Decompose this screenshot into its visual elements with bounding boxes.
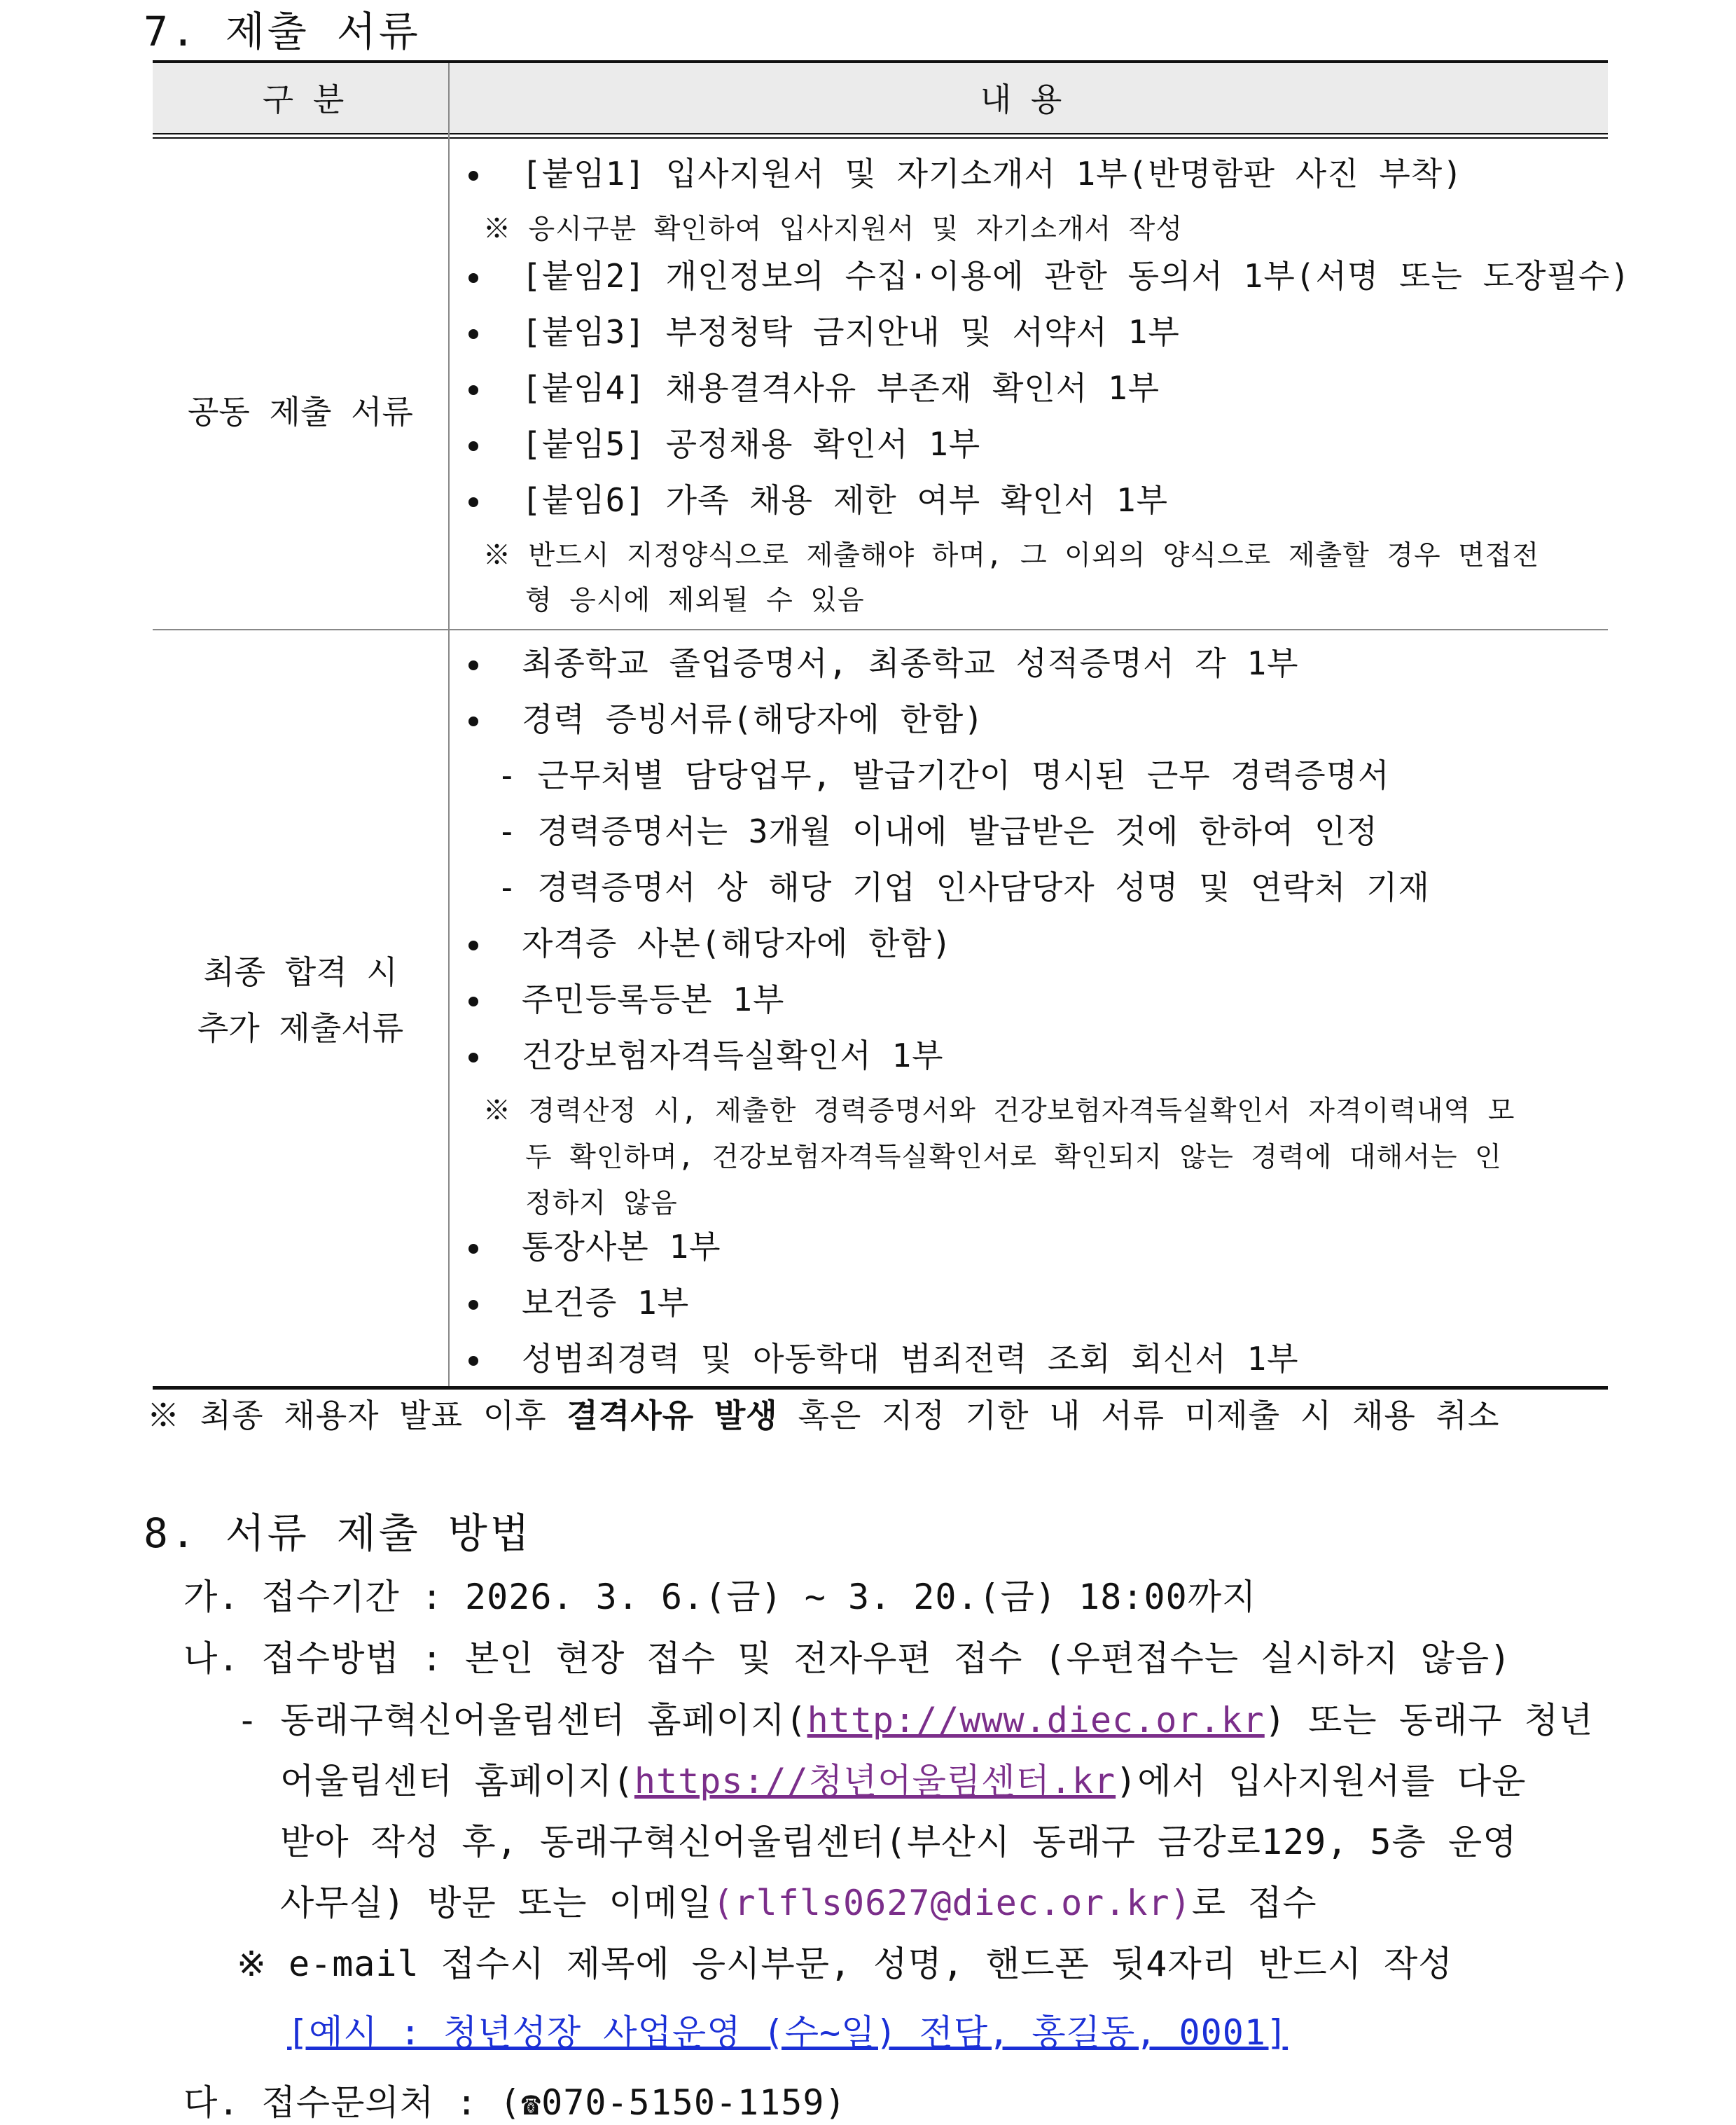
header-category: 구 분 — [262, 81, 345, 118]
homepage-link[interactable]: http://www.diec.or.kr — [807, 1700, 1265, 1740]
contact-label: 다. 접수문의처 : ( — [183, 2082, 522, 2123]
table-footnote — [147, 1390, 1499, 1437]
list-item: [붙임1] 입사지원서 및 자기소개서 1부(반명함판 사진 부착) — [522, 155, 1463, 193]
bullet-icon — [468, 441, 478, 451]
list-item: [붙임4] 채용결격사유 부존재 확인서 1부 — [522, 369, 1160, 407]
bullet-icon — [468, 717, 478, 726]
bullet-icon — [468, 997, 478, 1006]
detail-text: - 동래구혁신어울림센터 홈페이지( — [237, 1700, 807, 1740]
detail-text: 사무실) 방문 또는 이메일 — [280, 1883, 713, 1923]
method-detail-line2 — [280, 1753, 1526, 1804]
email-subject-example: [예시 : 청년성장 사업운영 (수~일) 전담, 홍길동, 0001] — [287, 2012, 1289, 2053]
method-detail-line4 — [280, 1875, 1317, 1925]
method-detail-line1 — [237, 1692, 1593, 1743]
bullet-icon — [468, 1244, 478, 1254]
header-content: 내 용 — [980, 81, 1062, 118]
reception-method: 나. 접수방법 : 본인 현장 접수 및 전자우편 접수 (우편접수는 실시하지 않음) — [183, 1638, 1512, 1679]
footnote-bold: 결격사유 발생 — [567, 1397, 778, 1434]
list-item: [붙임2] 개인정보의 수집·이용에 관한 동의서 1부(서명 또는 도장필수) — [522, 257, 1631, 295]
row2-category — [153, 944, 448, 1056]
method-detail-line3: 받아 작성 후, 동래구혁신어울림센터(부산시 동래구 금강로129, 5층 운영 — [280, 1822, 1518, 1862]
detail-text: 어울림센터 홈페이지( — [280, 1761, 634, 1801]
detail-text: 로 접수 — [1191, 1883, 1317, 1923]
footnote-pre: ※ 최종 채용자 발표 이후 — [147, 1397, 567, 1434]
bullet-icon — [468, 385, 478, 395]
list-item: 보건증 1부 — [522, 1284, 690, 1322]
note-text: ※ 반드시 지정양식으로 제출해야 하며, 그 이외의 양식으로 제출할 경우 면접전 — [483, 540, 1540, 572]
header-rule-double — [153, 137, 1608, 139]
section-8-title: 8. 서류 제출 방법 — [144, 1509, 532, 1557]
note-text: 두 확인하며, 건강보험자격득실확인서로 확인되지 않는 경력에 대해서는 인 — [525, 1142, 1502, 1173]
list-item: 건강보험자격득실확인서 1부 — [522, 1037, 944, 1074]
contact-info — [183, 2075, 847, 2125]
bullet-icon — [468, 941, 478, 950]
note-text: 정하지 않음 — [525, 1188, 678, 1219]
documents-table — [153, 60, 1631, 1390]
bullet-icon — [468, 1356, 478, 1366]
row1-category: 공동 제출 서류 — [187, 393, 413, 431]
list-item: 통장사본 1부 — [522, 1228, 721, 1266]
sub-item: - 경력증명서 상 해당 기업 인사담당자 성명 및 연락처 기재 — [497, 868, 1430, 906]
row2-category-line2: 추가 제출서류 — [197, 1009, 404, 1047]
note-text: ※ 응시구분 확인하여 입사지원서 및 자기소개서 작성 — [483, 214, 1183, 245]
note-text: ※ 경력산정 시, 제출한 경력증명서와 건강보험자격득실확인서 자격이력내역 모 — [483, 1095, 1515, 1127]
row-divider — [153, 629, 1608, 630]
bullet-icon — [468, 1300, 478, 1310]
bullet-icon — [468, 329, 478, 339]
list-item: [붙임6] 가족 채용 제한 여부 확인서 1부 — [522, 481, 1169, 519]
list-item: [붙임3] 부정청탁 금지안내 및 서약서 1부 — [522, 313, 1180, 351]
table-header-background — [153, 63, 1608, 133]
footnote-post: 혹은 지정 기한 내 서류 미제출 시 채용 취소 — [777, 1397, 1500, 1434]
list-item: 경력 증빙서류(해당자에 한함) — [522, 700, 985, 738]
list-item: 성범죄경력 및 아동학대 범죄전력 조회 회신서 1부 — [522, 1340, 1299, 1378]
list-item: 자격증 사본(해당자에 한함) — [522, 925, 952, 962]
phone-icon: ☎ — [521, 2084, 542, 2122]
header-rule — [153, 133, 1608, 134]
sub-item: - 경력증명서는 3개월 이내에 발급받은 것에 한하여 인정 — [497, 812, 1378, 850]
table-bottom-rule — [153, 1386, 1608, 1390]
bullet-icon — [468, 171, 478, 181]
list-item: 주민등록등본 1부 — [522, 981, 785, 1018]
bullet-icon — [468, 660, 478, 670]
email-note: ※ e-mail 접수시 제목에 응시부문, 성명, 핸드폰 뒷4자리 반드시 작성 — [237, 1944, 1453, 1984]
note-text: 형 응시에 제외될 수 있음 — [525, 585, 865, 616]
contact-phone: 070-5150-1159) — [541, 2082, 847, 2123]
sub-item: - 근무처별 담당업무, 발급기간이 명시된 근무 경력증명서 — [497, 756, 1390, 794]
youth-center-link[interactable]: https://청년어울림센터.kr — [634, 1761, 1116, 1801]
bullet-icon — [468, 497, 478, 507]
email-address[interactable]: (rlfls0627@diec.or.kr) — [712, 1883, 1192, 1923]
bullet-icon — [468, 273, 478, 283]
row2-category-line1: 최종 합격 시 — [203, 953, 398, 991]
reception-period: 가. 접수기간 : 2026. 3. 6.(금) ~ 3. 20.(금) 18:00까지 — [183, 1577, 1257, 1617]
section-7-title: 7. 제출 서류 — [144, 8, 421, 55]
list-item: [붙임5] 공정채용 확인서 1부 — [522, 425, 981, 463]
bullet-icon — [468, 1053, 478, 1062]
detail-text: ) 또는 동래구 청년 — [1264, 1700, 1594, 1740]
table-top-rule — [153, 60, 1608, 63]
detail-text: )에서 입사지원서를 다운 — [1116, 1761, 1527, 1801]
list-item: 최종학교 졸업증명서, 최종학교 성적증명서 각 1부 — [522, 644, 1299, 682]
column-divider — [448, 63, 450, 1386]
